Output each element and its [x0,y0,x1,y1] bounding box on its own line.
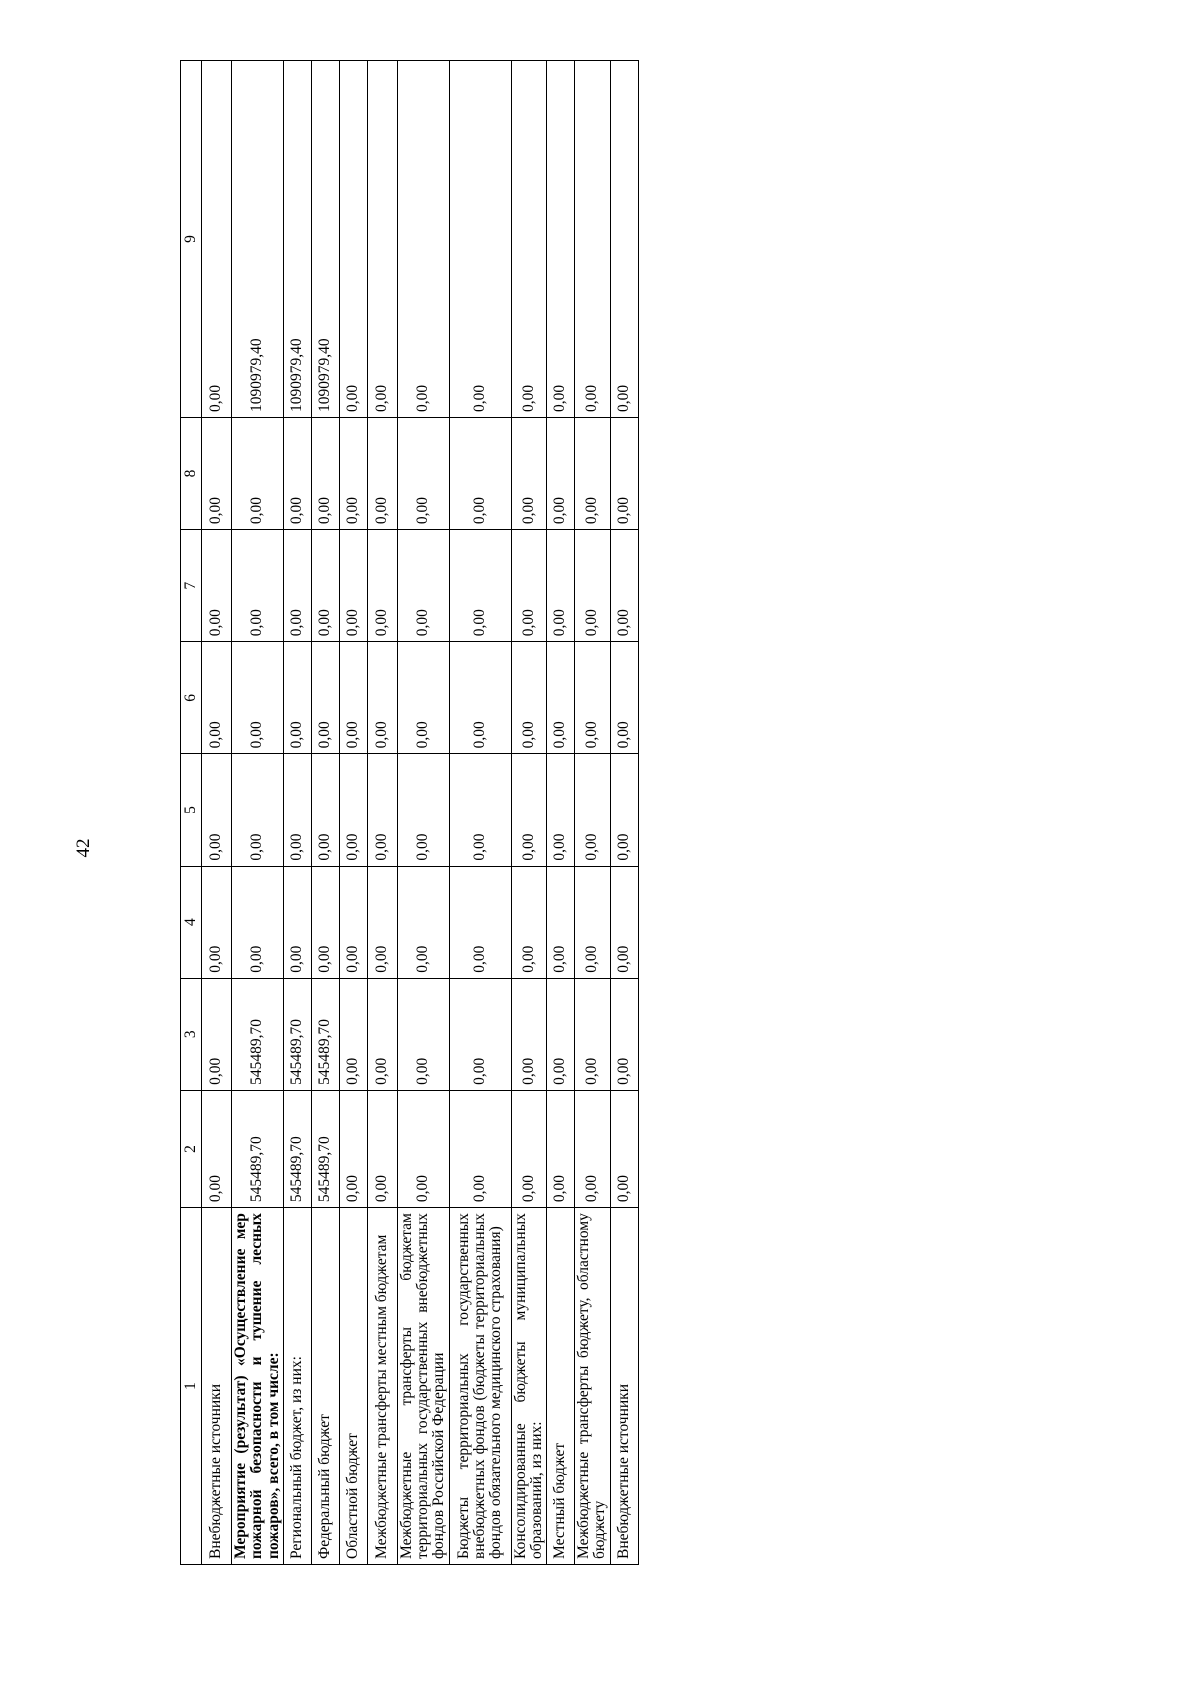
cell-value: 0,00 [202,417,232,529]
cell-value: 0,00 [202,530,232,642]
cell-value: 0,00 [449,754,511,866]
cell-value: 0,00 [339,978,367,1090]
cell-value: 0,00 [397,61,449,418]
cell-value: 0,00 [202,1090,232,1207]
cell-value: 0,00 [283,754,311,866]
cell-value: 0,00 [449,417,511,529]
column-header-3: 3 [181,978,202,1090]
cell-value: 0,00 [575,530,611,642]
cell-value: 0,00 [311,866,339,978]
cell-value: 0,00 [575,978,611,1090]
cell-value: 0,00 [232,642,284,754]
cell-value: 0,00 [511,978,547,1090]
cell-value: 0,00 [575,61,611,418]
column-header-1: 1 [181,1208,202,1565]
row-label: Федеральный бюджет [311,1208,339,1565]
row-label: Внебюджетные источники [610,1208,638,1565]
cell-value: 0,00 [397,530,449,642]
column-header-9: 9 [181,61,202,418]
cell-value: 0,00 [547,754,575,866]
cell-value: 0,00 [610,530,638,642]
cell-value: 0,00 [449,866,511,978]
cell-value: 0,00 [311,530,339,642]
cell-value: 0,00 [311,642,339,754]
cell-value: 0,00 [397,978,449,1090]
column-header-8: 8 [181,417,202,529]
cell-value: 1090979,40 [311,61,339,418]
cell-value: 1090979,40 [283,61,311,418]
cell-value: 0,00 [449,530,511,642]
budget-table [180,60,639,1565]
cell-value: 0,00 [449,978,511,1090]
cell-value: 0,00 [547,642,575,754]
header-row [181,61,202,1565]
table-body [202,61,639,1565]
column-header-4: 4 [181,866,202,978]
cell-value: 0,00 [283,417,311,529]
cell-value: 0,00 [610,417,638,529]
cell-value: 0,00 [232,754,284,866]
cell-value: 0,00 [311,754,339,866]
cell-value: 0,00 [575,417,611,529]
cell-value: 545489,70 [232,978,284,1090]
table-row [311,61,339,1565]
cell-value: 0,00 [511,642,547,754]
table-row [339,61,367,1565]
cell-value: 0,00 [202,642,232,754]
row-label: Бюджеты территориальных государственных внебюджетных фондов (бюджеты территориальных фондов обязательного медицинского страхования) [449,1208,511,1565]
row-label: Региональный бюджет, из них: [283,1208,311,1565]
cell-value: 0,00 [397,754,449,866]
cell-value: 0,00 [283,866,311,978]
cell-value: 0,00 [339,61,367,418]
column-header-2: 2 [181,1090,202,1207]
cell-value: 0,00 [202,866,232,978]
cell-value: 0,00 [202,754,232,866]
row-label: Внебюджетные источники [202,1208,232,1565]
cell-value: 0,00 [610,754,638,866]
cell-value: 0,00 [610,642,638,754]
cell-value: 0,00 [575,642,611,754]
page-number: 42 [73,838,94,858]
cell-value: 0,00 [610,978,638,1090]
table-row [449,61,511,1565]
cell-value: 0,00 [232,866,284,978]
cell-value: 0,00 [511,61,547,418]
cell-value: 0,00 [367,417,397,529]
column-header-7: 7 [181,530,202,642]
cell-value: 0,00 [449,61,511,418]
cell-value: 0,00 [232,417,284,529]
cell-value: 0,00 [397,642,449,754]
cell-value: 0,00 [547,417,575,529]
cell-value: 0,00 [547,61,575,418]
cell-value: 545489,70 [311,978,339,1090]
cell-value: 0,00 [339,1090,367,1207]
row-label: Областной бюджет [339,1208,367,1565]
column-header-6: 6 [181,642,202,754]
cell-value: 0,00 [367,642,397,754]
column-header-5: 5 [181,754,202,866]
table-row [232,61,284,1565]
cell-value: 0,00 [367,754,397,866]
cell-value: 0,00 [547,978,575,1090]
cell-value: 1090979,40 [232,61,284,418]
cell-value: 0,00 [339,866,367,978]
cell-value: 0,00 [283,642,311,754]
cell-value: 0,00 [367,61,397,418]
cell-value: 0,00 [575,866,611,978]
row-label: Консолидированные бюджеты муниципальных образований, из них: [511,1208,547,1565]
table-row [610,61,638,1565]
cell-value: 0,00 [449,1090,511,1207]
row-label: Межбюджетные трансферты местным бюджетам [367,1208,397,1565]
cell-value: 0,00 [449,642,511,754]
row-label: Межбюджетные трансферты бюджетам территориальных государственных внебюджетных фондов Российской Федерации [397,1208,449,1565]
table-row [511,61,547,1565]
row-label: Мероприятие (результат) «Осуществление мер пожарной безопасности и тушение лесных пожаров», всего, в том числе: [232,1208,284,1565]
cell-value: 545489,70 [311,1090,339,1207]
table-row [202,61,232,1565]
rotated-table-container [180,60,633,1565]
cell-value: 0,00 [547,1090,575,1207]
cell-value: 0,00 [397,1090,449,1207]
row-label: Межбюджетные трансферты бюджету, областному бюджету [575,1208,611,1565]
cell-value: 0,00 [511,530,547,642]
cell-value: 0,00 [202,61,232,418]
cell-value: 0,00 [511,417,547,529]
cell-value: 0,00 [547,530,575,642]
cell-value: 0,00 [283,530,311,642]
cell-value: 0,00 [367,1090,397,1207]
cell-value: 0,00 [339,642,367,754]
cell-value: 0,00 [367,978,397,1090]
cell-value: 0,00 [367,530,397,642]
cell-value: 0,00 [610,1090,638,1207]
table-row [547,61,575,1565]
table-row [283,61,311,1565]
cell-value: 0,00 [339,417,367,529]
cell-value: 0,00 [311,417,339,529]
cell-value: 0,00 [547,866,575,978]
cell-value: 0,00 [610,866,638,978]
cell-value: 545489,70 [283,1090,311,1207]
cell-value: 0,00 [397,866,449,978]
cell-value: 545489,70 [232,1090,284,1207]
cell-value: 0,00 [511,866,547,978]
cell-value: 0,00 [397,417,449,529]
cell-value: 0,00 [339,530,367,642]
cell-value: 0,00 [367,866,397,978]
cell-value: 0,00 [232,530,284,642]
cell-value: 0,00 [339,754,367,866]
table-row [575,61,611,1565]
cell-value: 0,00 [610,61,638,418]
cell-value: 0,00 [511,754,547,866]
cell-value: 0,00 [575,754,611,866]
cell-value: 0,00 [575,1090,611,1207]
table-row [367,61,397,1565]
cell-value: 0,00 [202,978,232,1090]
cell-value: 545489,70 [283,978,311,1090]
table-row [397,61,449,1565]
row-label: Местный бюджет [547,1208,575,1565]
cell-value: 0,00 [511,1090,547,1207]
